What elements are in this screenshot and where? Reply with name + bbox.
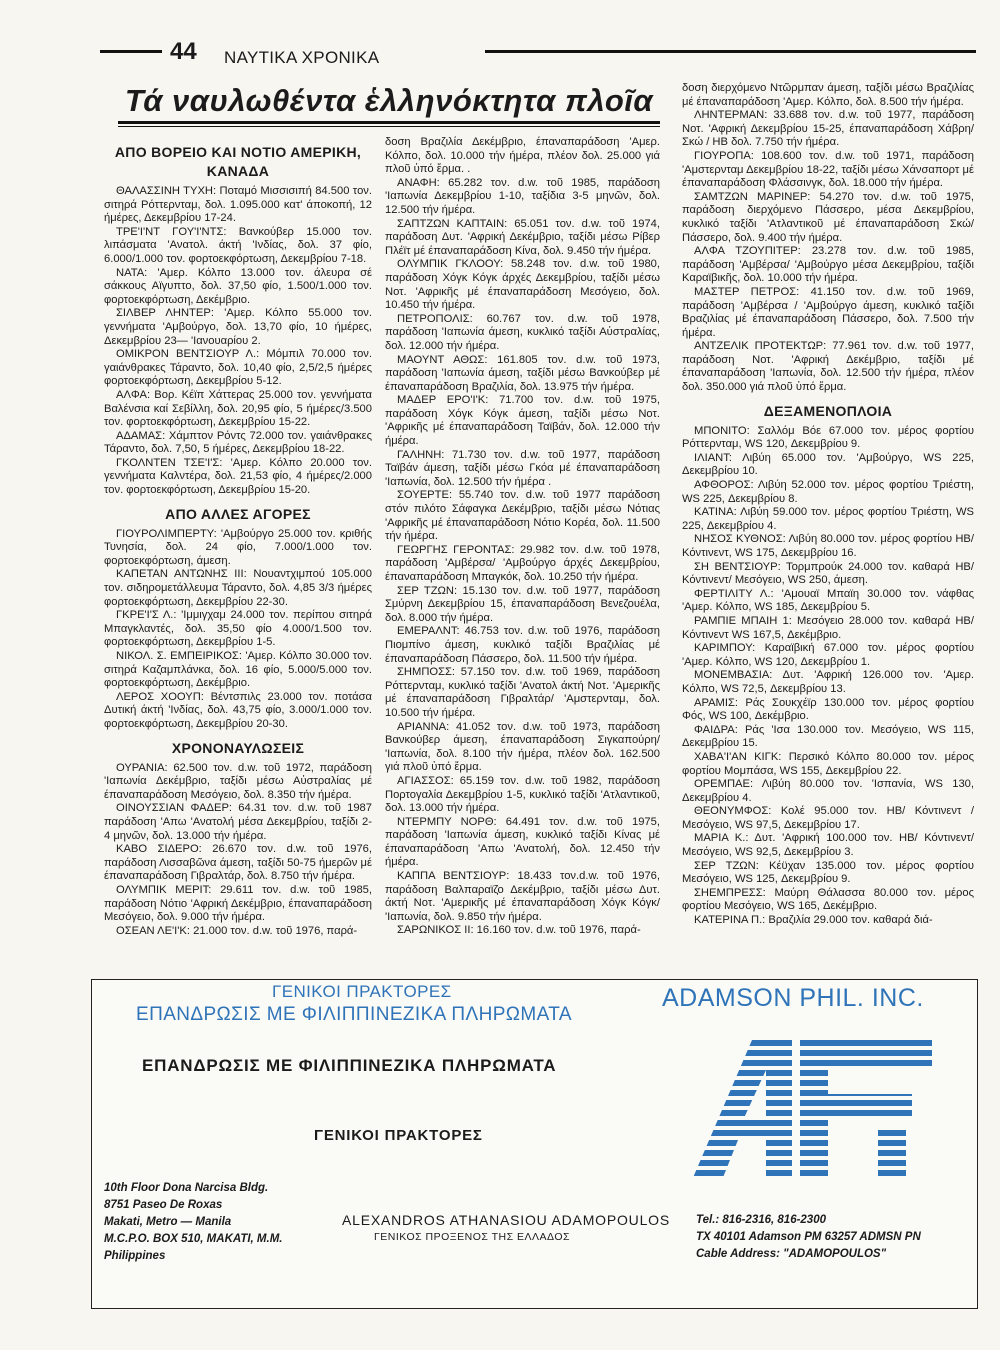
contact-line: Cable Address: "ADAMOPOULOS" bbox=[696, 1248, 887, 1260]
listing-entry: ΜΑΟΥΝΤ ΑΘΩΣ: 161.805 τον. d.w. τοῦ 1973, παράδοση 'Ιαπωνία άμεση, ταξίδι μέσω Βανκούβερ μέ έπαναπαράδοση Βραζιλία, δολ. 13.975 τήν ήμέρα. bbox=[385, 353, 660, 393]
section-heading: ΑΠΟ ΑΛΛΕΣ ΑΓΟΡΕΣ bbox=[165, 505, 311, 522]
listing-entry: δοση διερχόμενο Ντῶρμπαν άμεση, ταξίδι μέσω Βραζιλίας μέ έπαναπαράδοση 'Αμερ. Κόλπο, δολ. 8.500 τήν ήμέρα. bbox=[682, 82, 974, 108]
listing-entry: ΚΑΡΙΜΠΟΥ: Καραϊβική 67.000 τον. μέρος φορτίου 'Αμερ. Κόλπο, WS 120, Δεκεμβρίου 1. bbox=[682, 642, 974, 668]
section-heading: ΑΠΟ ΒΟΡΕΙΟ ΚΑΙ ΝΟΤΙΟ ΑΜΕΡΙΚΗ, ΚΑΝΑΔΑ bbox=[114, 144, 362, 179]
ad-general-agents: ΓΕΝΙΚΟΙ ΠΡΑΚΤΟΡΕΣ bbox=[314, 1127, 483, 1144]
listing-entry: ΓΕΩΡΓΗΣ ΓΕΡΟΝΤΑΣ: 29.982 τον. d.w. τοῦ 1978, παράδοση 'Αμβέρσα/ 'Αμβούργο άρχές Δεκεμβρίου, έπαναπαράδοση Μπαγκόκ, δολ. 10.250 τήν ήμέρα. bbox=[385, 543, 660, 583]
listing-entry: ΓΚΡΕ'Ι'Σ Λ.: 'Ιμμιγχαμ 24.000 τον. περίπου σιτηρά Μπαγκλαντές, δολ. 35,50 φίο 4.000/1.500 τον. φορτοεκφόρτωση, Δεκεμβρίου 1-5. bbox=[104, 609, 372, 649]
listing-entry: ΝΤΕΡΜΠΥ ΝΟΡΘ: 64.491 τον. d.w. τοῦ 1975, παράδοση 'Ιαπωνία άμεση, κυκλικό ταξίδι Κίνας μέ έπαναπαράδοση 'Απω 'Ανατολή, δολ. 12.450 τήν ήμέρα. bbox=[385, 815, 660, 869]
listing-entry: ΝΙΚΟΛ. Σ. ΕΜΠΕΙΡΙΚΟΣ: 'Αμερ. Κόλπο 30.000 τον. σιτηρά Καζαμπλάνκα, δολ. 16 φίο, 5.000/5.000 τον. φορτοεκφόρτωση, Δεκέμβριο. bbox=[104, 650, 372, 690]
listing-entry: ΑΛΦΑ: Βορ. Κέϊπ Χάττερας 25.000 τον. γεννήματα Βαλένσια καί Σεβίλλη, δολ. 20,95 φίο, 5 ήμέρες/3.500 τον. φορτοεκφόρτωση, Δεκεμβρίου 15-22. bbox=[104, 388, 372, 429]
address-line: M.C.P.O. BOX 510, MAKATI, M.M. bbox=[104, 1233, 283, 1245]
ad-general-agents-blue: ΓΕΝΙΚΟΙ ΠΡΑΚΤΟΡΕΣ bbox=[272, 982, 452, 1001]
listing-entry: ΣΗ ΒΕΝΤΣΙΟΥΡ: Τορμπρούκ 24.000 τον. καθαρά ΗΒ/Κόντινεντ/ Μεσόγειο, WS 250, άμεση. bbox=[682, 560, 974, 587]
listing-entry: ΜΟΝΕΜΒΑΣΙΑ: Δυτ. 'Αφρική 126.000 τον. 'Αμερ. Κόλπο, WS 72,5, Δεκεμβρίου 13. bbox=[682, 669, 974, 695]
ad-manning: ΕΠΑΝΔΡΩΣΙΣ ΜΕ ΦΙΛΙΠΠΙΝΕΖΙΚΑ ΠΛΗΡΩΜΑΤΑ bbox=[142, 1056, 557, 1075]
article-title: Τά ναυλωθέντα ἑλληνόκτητα πλοῖα bbox=[124, 83, 654, 118]
listing-entry: ΑΓΙΑΣΣΟΣ: 65.159 τον. d.w. τοῦ 1982, παράδοση Πορτογαλία Δεκεμβρίου 1-5, κυκλικό ταξίδι 'Ατλαντικοῦ, δολ. 13.000 τήν ήμέρα. bbox=[385, 774, 660, 815]
page-header bbox=[100, 38, 976, 74]
listing-entry: ΚΑΠΠΑ ΒΕΝΤΣΙΟΥΡ: 18.433 τον.d.w. τοῦ 1976, παράδοση Βαλπαραϊζο Δεκέμβριο, ταξίδι μέσω Δυτ. άκτή Νοτ. 'Αμερικῆς μέ έπαναπαράδοση Χόγκ Κόγκ/ 'Ιαπωνία, δολ. 9.850 τήν ήμέρα. bbox=[385, 870, 660, 923]
listing-entry: ΟΜΙΚΡΟΝ ΒΕΝΤΣΙΟΥΡ Λ.: Μόμπιλ 70.000 τον. γαιάνθρακες Τάραντο, δολ. 10,40 φίο, 2,5/2,5 ήμέρες φορτοεκφόρτωση, Δεκεμβρίου 5-12. bbox=[104, 348, 372, 388]
address-line: Philippines bbox=[104, 1250, 166, 1262]
listing-entry: ΡΑΜΠΙΕ ΜΠΑΙΗ 1: Μεσόγειο 28.000 τον. καθαρά ΗΒ/ Κόντινεντ WS 167,5, Δεκέμβριο. bbox=[682, 614, 974, 641]
ad-company-name: ADAMSON PHIL. INC. bbox=[662, 984, 924, 1012]
listing-entry: ΚΑΠΕΤΑΝ ΑΝΤΩΝΗΣ ΙΙΙ: Νουαντχιμπού 105.000 τον. σιδηρομετάλλευμα Τάραντο, δολ. 4,85 3/3 ήμέρες φορτοεκφόρτωση, Δεκεμβρίου 22-30. bbox=[104, 568, 372, 608]
listing-entry: ΣΟΥΕΡΤΕ: 55.740 τον. d.w. τοῦ 1977 παράδοση στόν πιλότο Σάφαγκα Δεκέμβριο, ταξίδι μέσω Νότιας 'Αφρικῆς μέ έπαναπαράδοση Νότιο Κορέα, δολ. 11.500 τήν ήμέρα. bbox=[385, 489, 660, 543]
listing-entry: ΕΜΕΡΑΛΝΤ: 46.753 τον. d.w. τοῦ 1976, παράδοση Πιομπίνο άμεση, κυκλικό ταξίδι Βραζιλίας μέ έπαναπαράδοση Πάσσερο, δολ. 11.500 τήν ήμέρα. bbox=[385, 625, 660, 665]
listing-entry: ΟΥΡΑΝΙΑ: 62.500 τον. d.w. τοῦ 1972, παράδοση 'Ιαπωνία Δεκέμβριο, ταξίδι μέσω Αὐστραλίας μέ έπαναπαράδοση Μεσόγειο, δολ. 8.350 τήν ήμέρα. bbox=[104, 761, 372, 801]
listing-entry: ΟΛΥΜΠΙΚ ΜΕΡΙΤ: 29.611 τον. d.w. τοῦ 1985, παράδοση Νότιο 'Αφρική Δεκέμβριο, έπαναπαράδοση Μεσόγειο, δολ. 9.000 τήν ήμέρα. bbox=[104, 883, 372, 924]
listing-entry: ΑΡΑΜΙΣ: Ράς Σουκχέϊρ 130.000 τον. μέρος φορτίου Φός, WS 100, Δεκέμβριο. bbox=[682, 696, 974, 723]
listing-entry: ΓΙΟΥΡΟΠΑ: 108.600 τον. d.w. τοῦ 1971, παράδοση 'Αμστερνταμ Δεκεμβρίου 18-22, ταξίδι μέσω Χάνσαπορτ μέ έπαναπαράδοση Φλάσσινγκ, δολ. 18.000 τήν ήμέρα. bbox=[682, 149, 974, 190]
listing-entry: ΣΑΜΤΖΩΝ ΜΑΡΙΝΕΡ: 54.270 τον. d.w. τοῦ 1975, παράδοση διερχόμενο Πάσσερο, μέσα Δεκεμβρίου, κυκλικό ταξίδι 'Ατλαντικοῦ μέ έπαναπαράδοση Σκώ/ Πάσσερο, δολ. 9.400 τήν ήμέρα. bbox=[682, 190, 974, 244]
address-line: Makati, Metro — Manila bbox=[104, 1216, 232, 1228]
listing-entry: ΣΑΡΩΝΙΚΟΣ ΙΙ: 16.160 τον. d.w. τοῦ 1976, παρά- bbox=[397, 924, 641, 937]
advertisement bbox=[91, 979, 978, 1309]
ad-contact bbox=[696, 1212, 921, 1263]
listing-entry: ΝΑΤΑ: 'Αμερ. Κόλπο 13.000 τον. άλευρα σέ σάκκους Αϊγυπτο, δολ. 37,50 φίο, 1.500/1.000 τον. φορτοεκφόρτωση, Δεκέμβριο. bbox=[104, 266, 372, 306]
listing-entry: ΣΕΡ ΤΖΩΝ: 15.130 τον. d.w. τοῦ 1977, παράδοση Σμύρνη Δεκεμβρίου 15, έπαναπαράδοση Βενεζουέλα, δολ. 8.000 τήν ήμέρα. bbox=[385, 584, 660, 624]
listing-entry: ΚΑΒΟ ΣΙΔΕΡΟ: 26.670 τον. d.w. τοῦ 1976, παράδοση Λισσαβῶνα άμεση, ταξίδι 50-75 ήμερῶν μέ έπαναπαράδοση Γιβραλτάρ, δολ. 8.750 τήν ήμέρα. bbox=[104, 843, 372, 883]
publication-name: ΝΑΥΤΙΚΑ ΧΡΟΝΙΚΑ bbox=[224, 48, 380, 67]
listing-entry: ΘΕΟΝΥΜΦΟΣ: Κολέ 95.000 τον. ΗΒ/ Κόντινεντ /Μεσόγειο, WS 97,5, Δεκεμβρίου 17. bbox=[682, 805, 974, 831]
section-heading: ΧΡΟΝΟΝΑΥΛΩΣΕΙΣ bbox=[171, 739, 305, 756]
listing-entry: ΘΑΛΑΣΣΙΝΗ ΤΥΧΗ: Ποταμό Μισσισιπή 84.500 τον. σιτηρά Ρόττερνταμ, δολ. 1.095.000 κατ' άποκοπή, 12 ήμέρες, Δεκεμβρίου 17-24. bbox=[104, 185, 372, 225]
contact-line: TX 40101 Adamson PM 63257 ADMSN PN bbox=[696, 1231, 921, 1243]
listing-entry: ΚΑΤΕΡΙΝΑ Π.: Βραζιλία 29.000 τον. καθαρά διά- bbox=[694, 914, 933, 927]
listing-entry: ΓΚΟΛΝΤΕΝ ΤΣΕ'Ι'Σ: 'Αμερ. Κόλπο 20.000 τον. γεννήματα Καλντέρα, δολ. 21,53 φίο, 4 ήμέρες/2.000 τον. φορτοεκφόρτωση, Δεκεμβρίου 15-20. bbox=[104, 456, 372, 497]
listing-entry: δοση Βραζιλία Δεκέμβριο, έπαναπαράδοση 'Αμερ. Κόλπο, δολ. 10.000 τήν ήμέρα, πλέον δολ. 25.000 γιά πλοῦ ὑπό ἔρμα. . bbox=[385, 136, 660, 176]
listing-entry: ΙΛΙΑΝΤ: Λιβύη 65.000 τον. 'Αμβούργο, WS 225, Δεκεμβρίου 10. bbox=[682, 451, 974, 478]
listing-entry: ΛΕΡΟΣ ΧΟΟΥΠ: Βέντσπιλς 23.000 τον. ποτάσα Δυτική άκτή 'Ινδίας, δολ. 43,75 φίο, 3.000/1.000 τον. φορτοεκφόρτωση, Δεκεμβρίου 20-30. bbox=[104, 690, 372, 730]
ad-consul-title: ΓΕΝΙΚΟΣ ΠΡΟΞΕΝΟΣ ΤΗΣ ΕΛΛΑΔΟΣ bbox=[374, 1231, 570, 1243]
listing-entry: ΜΑΔΕΡ ΕΡΟ'Ι'Κ: 71.700 τον. d.w. τοῦ 1975, παράδοση Χόγκ Κόγκ άμεση, ταξίδι μέσω Νοτ. 'Αφρικῆς μέ έπαναπαράδοση Ταϊβάν, δολ. 12.000 τήν ήμέρα. bbox=[385, 394, 660, 448]
listing-entry: ΤΡΕ'Ι'ΝΤ ΓΟΥ'Ι'ΝΤΣ: Βανκούβερ 15.000 τον. λιπάσματα 'Ανατολ. άκτή 'Ινδίας, δολ. 37 φίο, 6.000/1.000 τον. φορτοεκφόρτωση, Δεκεμβρίου 7-18. bbox=[104, 225, 372, 265]
listing-entry: ΑΔΑΜΑΣ: Χάμπτον Ρόντς 72.000 τον. γαιάνθρακες Τάραντο, δολ. 7,50, 5 ήμέρες, Δεκεμβρίου 18-22. bbox=[104, 429, 372, 456]
section-heading: ΔΕΞΑΜΕΝΟΠΛΟΙΑ bbox=[763, 402, 893, 419]
contact-line: Tel.: 816-2316, 816-2300 bbox=[696, 1214, 826, 1226]
listing-entry: ΣΑΠΤΖΩΝ ΚΑΠΤΑΙΝ: 65.051 τον. d.w. τοῦ 1974, παράδοση Δυτ. 'Αφρική Δεκέμβριο, ταξίδι μέσω Ρίβερ Πλέϊτ μέ έπαναπαράδοση Κίνα, δολ. 9.450 τήν ήμέρα. bbox=[385, 217, 660, 257]
listing-entry: ΣΕΡ ΤΖΩΝ: Κέϋχαν 135.000 τον. μέρος φορτίου Μεσόγειο, WS 125, Δεκεμβρίου 9. bbox=[682, 859, 974, 886]
address-line: 8751 Paseo De Roxas bbox=[104, 1199, 223, 1211]
address-line: 10th Floor Dona Narcisa Bldg. bbox=[104, 1182, 269, 1194]
listing-entry: ΟΡΕΜΠΑΕ: Λιβύη 80.000 τον. 'Ισπανία, WS 130, Δεκεμβρίου 4. bbox=[682, 778, 974, 804]
listing-entry: ΜΠΟΝΙΤΟ: Σαλλόμ Βόε 67.000 τον. μέρος φορτίου Ρόττερνταμ, WS 120, Δεκεμβρίου 9. bbox=[682, 424, 974, 451]
listing-entry: ΦΑΙΔΡΑ: Ράς 'Ισα 130.000 τον. Μεσόγειο, WS 115, Δεκεμβρίου 15. bbox=[682, 723, 974, 750]
listing-entry: ΟΛΥΜΠΙΚ ΓΚΛΟΟΥ: 58.248 τον. d.w. τοῦ 1980, παράδοση Χόγκ Κόγκ άρχές Δεκεμβρίου, ταξίδι μέσω Νοτ. 'Αφρικῆς μέ έπαναπαράδοση Μεσόγειο, δολ. 10.450 τήν ήμέρα. bbox=[385, 258, 660, 312]
listing-entry: ΑΝΤΖΕΛΙΚ ΠΡΟΤΕΚΤΩΡ: 77.961 τον. d.w. τοῦ 1977, παράδοση Νοτ. 'Αφρική Δεκέμβριο, ταξίδι μέ έπαναπαράδοση 'Ιαπωνία, δολ. 12.500 τήν ήμέρα, πλέον δολ. 350.000 γιά πλοῦ ὑπό ἔρμα. bbox=[682, 340, 974, 394]
ad-address bbox=[104, 1180, 283, 1265]
listing-entry: ΧΑΒΑ'Ι'ΑΝ ΚΙΓΚ: Περσικό Κόλπο 80.000 τον. μέρος φορτίου Μομπάσα, WS 155, Δεκεμβρίου 22. bbox=[682, 750, 974, 777]
listing-entry: ΣΗΕΜΠΡΕΣΣ: Μαύρη Θάλασσα 80.000 τον. μέρος φορτίου Μεσόγειο, WS 165, Δεκέμβριο. bbox=[682, 886, 974, 913]
column-1 bbox=[104, 136, 372, 938]
listing-entry: ΟΣΕΑΝ ΛΕ'Ι'Κ: 21.000 τον. d.w. τοῦ 1976, παρά- bbox=[116, 924, 358, 937]
company-logo bbox=[682, 1030, 942, 1190]
column-2 bbox=[385, 136, 660, 938]
page-number: 44 bbox=[170, 38, 197, 65]
listing-entry: ΚΑΤΙΝΑ: Λιβύη 59.000 τον. μέρος φορτίου Τριέστη, WS 225, Δεκεμβρίου 4. bbox=[682, 506, 974, 532]
listing-entry: ΛΗΝΤΕΡΜΑΝ: 33.688 τον. d.w. τοῦ 1977, παράδοση Νοτ. 'Αφρική Δεκεμβρίου 15-25, έπαναπαράδοση Χάβρη/ Σκώ / ΗΒ δολ. 7.750 τήν ήμέρα. bbox=[682, 109, 974, 149]
listing-entry: ΝΗΣΟΣ ΚΥΘΝΟΣ: Λιβύη 80.000 τον. μέρος φορτίου ΗΒ/Κόντινεντ, WS 175, Δεκεμβρίου 16. bbox=[682, 533, 974, 559]
listing-entry: ΑΦΘΟΡΟΣ: Λιβύη 52.000 τον. μέρος φορτίου Τριέστη, WS 225, Δεκεμβρίου 8. bbox=[682, 479, 974, 505]
listing-entry: ΑΛΦΑ ΤΖΟΥΠΙΤΕΡ: 23.278 τον. d.w. τοῦ 1985, παράδοση 'Αμβέρσα/ 'Αμβούργο μέσα Δεκεμβρίου, ταξίδι Καραϊβικῆς, δολ. 10.000 τήν ήμέρα. bbox=[682, 245, 974, 285]
listing-entry: ΑΝΑΦΗ: 65.282 τον. d.w. τοῦ 1985, παράδοση 'Ιαπωνία Δεκεμβρίου 1-10, ταξίδια 3-5 μηνῶν, δολ. 12.500 τήν ήμέρα. bbox=[385, 176, 660, 216]
listing-entry: ΜΑΡΙΑ Κ.: Δυτ. 'Αφρική 100.000 τον. ΗΒ/ Κόντινεντ/ Μεσόγειο, WS 92,5, Δεκεμβρίου 3. bbox=[682, 832, 974, 859]
header-rule-left bbox=[100, 50, 162, 53]
listing-entry: ΑΡΙΑΝΝΑ: 41.052 τον. d.w. τοῦ 1973, παράδοση Βανκούβερ άμεση, έπαναπαράδοση Σιγκαπούρη/ 'Ιαπωνία, δολ. 8.100 τήν ήμέρα, πλέον δολ. 162.500 γιά πλοῦ ὑπό ἔρμα. bbox=[385, 720, 660, 774]
listing-entry: ΓΑΛΗΝΗ: 71.730 τον. d.w. τοῦ 1977, παράδοση Ταϊβάν άμεση, ταξίδι μέσω Γκόα μέ έπαναπαράδοση 'Ιαπωνία, δολ. 12.500 τήν ήμέρα . bbox=[385, 448, 660, 488]
listing-entry: ΟΙΝΟΥΣΣΙΑΝ ΦΑΔΕΡ: 64.31 τον. d.w. τοῦ 1987 παράδοση 'Απω 'Ανατολή μέσα Δεκεμβρίου, ταξίδι 2-4 μηνῶν, δολ. 13.000 τήν ήμέρα. bbox=[104, 802, 372, 842]
listing-entry: ΓΙΟΥΡΟΛΙΜΠΕΡΤΥ: 'Αμβούργο 25.000 τον. κριθής Τυνησία, δολ. 24 φίο, 7.000/1.000 τον. φορτοεκφόρτωση, άμεση. bbox=[104, 527, 372, 567]
listing-entry: ΣΗΜΠΟΣΣ: 57.150 τον. d.w. τοῦ 1969, παράδοση Ρόττερνταμ, κυκλικό ταξίδι 'Ανατολ άκτή Νοτ. 'Αμερικῆς μέ έπαναπαράδοση Γιβραλτάρ/ 'Αμστερνταμ, δολ. 10.500 τήν ήμέρα. bbox=[385, 666, 660, 719]
header-rule-right bbox=[485, 50, 976, 53]
listing-entry: ΣΙΛΒΕΡ ΛΗΝΤΕΡ: 'Αμερ. Κόλπο 55.000 τον. γεννήματα 'Αμβούργο, δολ. 13,70 φίο, 10 ήμέρες, Δεκεμβρίου 23— 'Ιανουαρίου 2. bbox=[104, 307, 372, 347]
ad-manning-blue: ΕΠΑΝΔΡΩΣΙΣ ΜΕ ΦΙΛΙΠΠΙΝΕΖΙΚΑ ΠΛΗΡΩΜΑΤΑ bbox=[136, 1004, 572, 1025]
ad-person-name: ALEXANDROS ATHANASIOU ADAMOPOULOS bbox=[342, 1212, 670, 1228]
listing-entry: ΦΕΡΤΙΛΙΤΥ Λ.: 'Αμουαϊ Μπαϊη 30.000 τον. νάφθας 'Αμερ. Κόλπο, WS 185, Δεκεμβρίου 5. bbox=[682, 587, 974, 614]
listing-entry: ΜΑΣΤΕΡ ΠΕΤΡΟΣ: 41.150 τον. d.w. τοῦ 1969, παράδοση 'Αμβέρσα / 'Αμβούργο άμεση, κυκλικό ταξίδι Βραζιλίας μέ έπαναπαράδοση Πάσσερο, δολ. 7.500 τήν ήμέρα. bbox=[682, 285, 974, 339]
title-rule-thin bbox=[118, 126, 660, 127]
title-rule bbox=[118, 121, 660, 124]
column-3 bbox=[682, 82, 974, 928]
listing-entry: ΠΕΤΡΟΠΟΛΙΣ: 60.767 τον. d.w. τοῦ 1978, παράδοση 'Ιαπωνία άμεση, κυκλικό ταξίδι Αὐστραλίας, δολ. 12.000 τήν ήμέρα. bbox=[385, 312, 660, 352]
